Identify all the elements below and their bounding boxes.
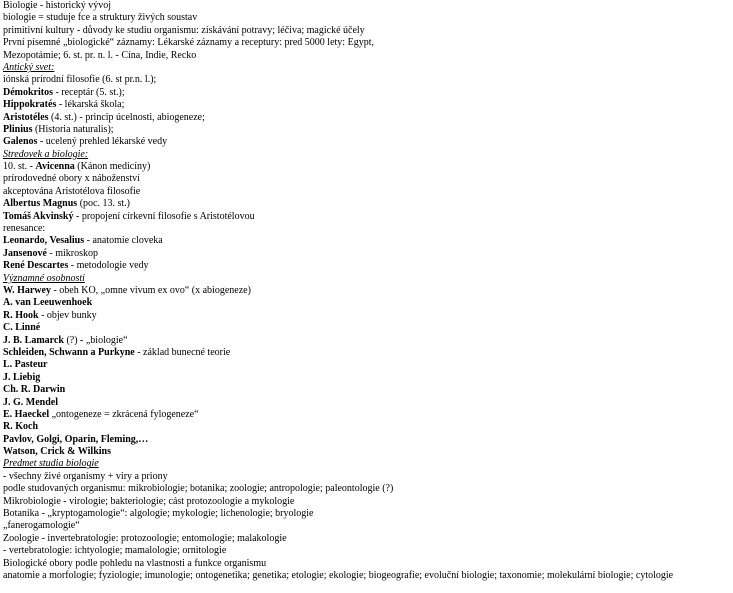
person-name: Hippokratés [3,99,57,111]
person-name: Démokritos [3,86,53,98]
line-lead: 10. st. - [3,161,36,173]
person-line [3,136,731,148]
person-name: Schleiden, Schwann a Purkyne [3,346,135,358]
person-description: - anatomie cloveka [84,235,163,247]
person-description: - metodologie vedy [68,260,149,272]
person-line [3,322,731,334]
person-line [3,347,731,359]
text-line: Mikrobiologie - virologie; bakteriologie; cást protozoologie a mykologie [3,495,295,507]
section-heading-text: Antický svet: [3,61,55,73]
text-line: Botanika - „kryptogamologie“: algologie; mykologie; lichenologie; bryologie [3,508,314,520]
person-name: Ch. R. Darwin [3,384,66,396]
person-name: René Descartes [3,260,69,272]
person-name: Aristotéles [3,111,49,123]
person-line [3,124,731,136]
text-line: Mezopotámie; 6. st. pr. n. l. - Cína, Indie, Recko [3,49,197,61]
text-line: biologie = studuje fce a struktury živých soustav [3,12,198,24]
person-name: W. Harwey [3,284,51,296]
person-line [3,161,731,173]
person-name: Albertus Magnus [3,198,78,210]
person-name: Leonardo, Vesalius [3,235,85,247]
person-name: E. Haeckel [3,408,50,420]
text-line: - všechny živé organismy + viry a priony [3,470,168,482]
person-name: R. Hook [3,309,39,321]
section-heading [3,149,731,161]
person-name: R. Koch [3,421,38,433]
text-line: Zoologie - invertebratologie: protozoologie; entomologie; malakologie [3,532,287,544]
text-line: anatomie a morfologie; fyziologie; imunologie; ontogenetika; genetika; etologie; ekologie; biogeografie; evoluční biologie; taxonomie; molekulární biologie; cytologie [3,569,674,581]
person-description: (poc. 13. st.) [77,198,130,210]
text-line: Biologie - historický vývoj [3,0,112,11]
person-line [3,335,731,347]
person-line [3,112,731,124]
person-line [3,248,731,260]
person-line [3,297,731,309]
text-line: Biologické obory podle pohledu na vlastnosti a funkce organismu [3,557,267,569]
person-line [3,260,731,272]
person-line [3,87,731,99]
person-line [3,99,731,111]
person-name: Tomáš Akvinský [3,210,74,222]
person-name: L. Pasteur [3,359,48,371]
person-description: - mikroskop [46,247,99,259]
person-name: A. van Leeuwenhoek [3,297,93,309]
person-line [3,285,731,297]
person-description: (4. st.) - princip úcelnosti, abiogeneze; [48,111,205,123]
text-line: První písemné „biologické“ záznamy: Lékarské záznamy a receptury: pred 5000 lety: Egypt, [3,37,374,49]
person-name: Pavlov, Golgi, Oparin, Fleming,… [3,433,149,445]
person-description: - základ bunecné teorie [134,346,231,358]
text-line: primitivní kultury - důvody ke studiu organismu: získávání potravy; léčiva; magické účely [3,24,365,36]
person-description: - propojení církevní filosofie s Aristotélovou [73,210,255,222]
person-name: Watson, Crick & Wilkins [3,446,111,458]
person-name: C. Linné [3,322,41,334]
person-name: Galenos [3,136,38,148]
section-heading-text: Predmet studia biologie [3,458,99,470]
document-body [3,0,731,582]
person-description: (?) - „biologie“ [63,334,128,346]
person-description: „ontogeneze = zkrácená fylogeneze“ [49,408,199,420]
person-name: Jansenové [3,247,47,259]
person-line [3,421,731,433]
person-name: Plinius [3,123,33,135]
person-line [3,198,731,210]
person-line [3,384,731,396]
section-heading [3,62,731,74]
text-line: - vertebratologie: ichtyologie; mamalologie; ornitologie [3,545,227,557]
person-line [3,409,731,421]
section-heading [3,273,731,285]
person-line [3,211,731,223]
person-description: - receptár (5. st.); [53,86,125,98]
person-name: J. B. Lamarck [3,334,64,346]
person-description: - objev bunky [38,309,97,321]
person-name: J. G. Mendel [3,396,58,408]
person-line [3,235,731,247]
text-line: podle studovaných organismu: mikrobiologie; botanika; zoologie; antropologie; paleontologie (?) [3,483,394,495]
person-line [3,434,731,446]
person-line [3,310,731,322]
person-line [3,397,731,409]
person-description: - obeh KO, „omne vivum ex ovo“ (x abiogeneze) [50,284,251,296]
text-line: renesance: [3,223,46,235]
person-description: (Kánon medicíny) [74,161,151,173]
text-line: iónská prírodní filosofie (6. st pr.n. l.); [3,74,157,86]
person-line [3,359,731,371]
person-line [3,372,731,384]
person-line [3,446,731,458]
text-line: prírodovedné obory x náboženství [3,173,140,185]
person-description: (Historia naturalis); [32,123,114,135]
person-description: - ucelený prehled lékarské vedy [37,136,168,148]
section-heading [3,458,731,470]
person-name: J. Liebig [3,371,41,383]
section-heading-text: Významné osobnosti [3,272,85,284]
text-line: akceptována Aristotélova filosofie [3,185,141,197]
person-name: Avicenna [35,161,75,173]
person-description: - lékarská škola; [56,99,125,111]
text-line: „fanerogamologie“ [3,520,80,532]
section-heading-text: Stredovek a biologie: [3,148,89,160]
